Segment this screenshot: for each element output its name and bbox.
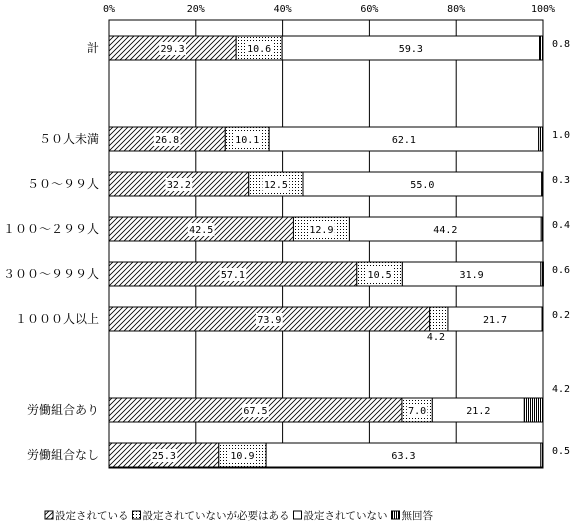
data-label: 26.8 — [155, 135, 180, 146]
data-label: 25.3 — [151, 451, 176, 462]
category-label: 労働組合あり — [26, 403, 99, 417]
bar-segment — [524, 398, 542, 422]
x-axis-ticks — [103, 4, 555, 15]
data-label: 12.9 — [309, 225, 334, 236]
data-label: 12.5 — [263, 180, 288, 191]
category-label: ５０～９９人 — [26, 177, 99, 191]
data-label: 67.5 — [243, 406, 268, 417]
data-label: 63.3 — [391, 451, 416, 462]
x-tick-label: 0% — [102, 4, 116, 15]
x-tick-label: 60% — [360, 4, 379, 15]
category-label: １００～２９９人 — [2, 222, 99, 236]
data-label: 59.3 — [398, 44, 423, 55]
data-label: 73.9 — [257, 315, 282, 326]
data-label: 42.5 — [189, 225, 214, 236]
x-tick-label: 20% — [186, 4, 205, 15]
bar-segment — [539, 127, 543, 151]
category-label: ３００～９９９人 — [2, 267, 99, 281]
data-label: 62.1 — [391, 135, 416, 146]
legend-label: 無回答 — [401, 510, 433, 522]
x-tick-label: 100% — [530, 4, 556, 15]
category-label: １０００人以上 — [14, 312, 99, 326]
data-label: 57.1 — [220, 270, 245, 281]
data-label-outside: 0.8 — [552, 39, 571, 50]
category-label: 計 — [86, 41, 99, 55]
data-label-outside: 0.2 — [552, 310, 571, 321]
data-label: 44.2 — [433, 225, 458, 236]
legend-label: 設定されていないが必要はある — [142, 510, 290, 522]
legend — [45, 509, 433, 522]
bar-segment — [542, 172, 543, 196]
legend-label: 設定されていない — [303, 510, 388, 522]
data-label: 10.1 — [235, 135, 260, 146]
legend-swatch — [392, 511, 400, 519]
data-label: 29.3 — [160, 44, 185, 55]
data-label-outside: 1.0 — [552, 130, 571, 141]
data-label-outside: 0.6 — [552, 265, 571, 276]
legend-swatch — [133, 511, 141, 519]
data-label-outside: 0.5 — [552, 446, 571, 457]
legend-swatch — [294, 511, 302, 519]
data-label-outside: 0.3 — [552, 175, 571, 186]
data-label: 10.9 — [230, 451, 255, 462]
data-label: 32.2 — [166, 180, 191, 191]
data-label: 21.7 — [482, 315, 508, 326]
data-label-outside: 4.2 — [552, 384, 571, 395]
data-label: 7.0 — [408, 406, 427, 417]
bar-segment — [542, 307, 543, 331]
data-label: 21.2 — [466, 406, 491, 417]
data-label: 10.6 — [247, 44, 272, 55]
data-label: 31.9 — [459, 270, 484, 281]
bar-segment — [541, 262, 544, 286]
x-tick-label: 40% — [273, 4, 292, 15]
category-label: ５０人未満 — [38, 132, 99, 146]
category-labels — [3, 40, 99, 462]
data-label: 4.2 — [426, 332, 445, 343]
bar-segment — [540, 36, 543, 60]
legend-label: 設定されている — [55, 510, 129, 522]
bars — [109, 36, 570, 467]
x-tick-label: 80% — [447, 4, 466, 15]
bar-segment — [430, 307, 448, 331]
data-label: 55.0 — [410, 180, 435, 191]
bar-segment — [541, 443, 543, 467]
category-label: 労働組合なし — [26, 448, 99, 462]
legend-swatch — [45, 511, 53, 519]
bar-segment — [541, 217, 543, 241]
data-label-outside: 0.4 — [552, 220, 571, 231]
data-label: 10.5 — [367, 270, 392, 281]
